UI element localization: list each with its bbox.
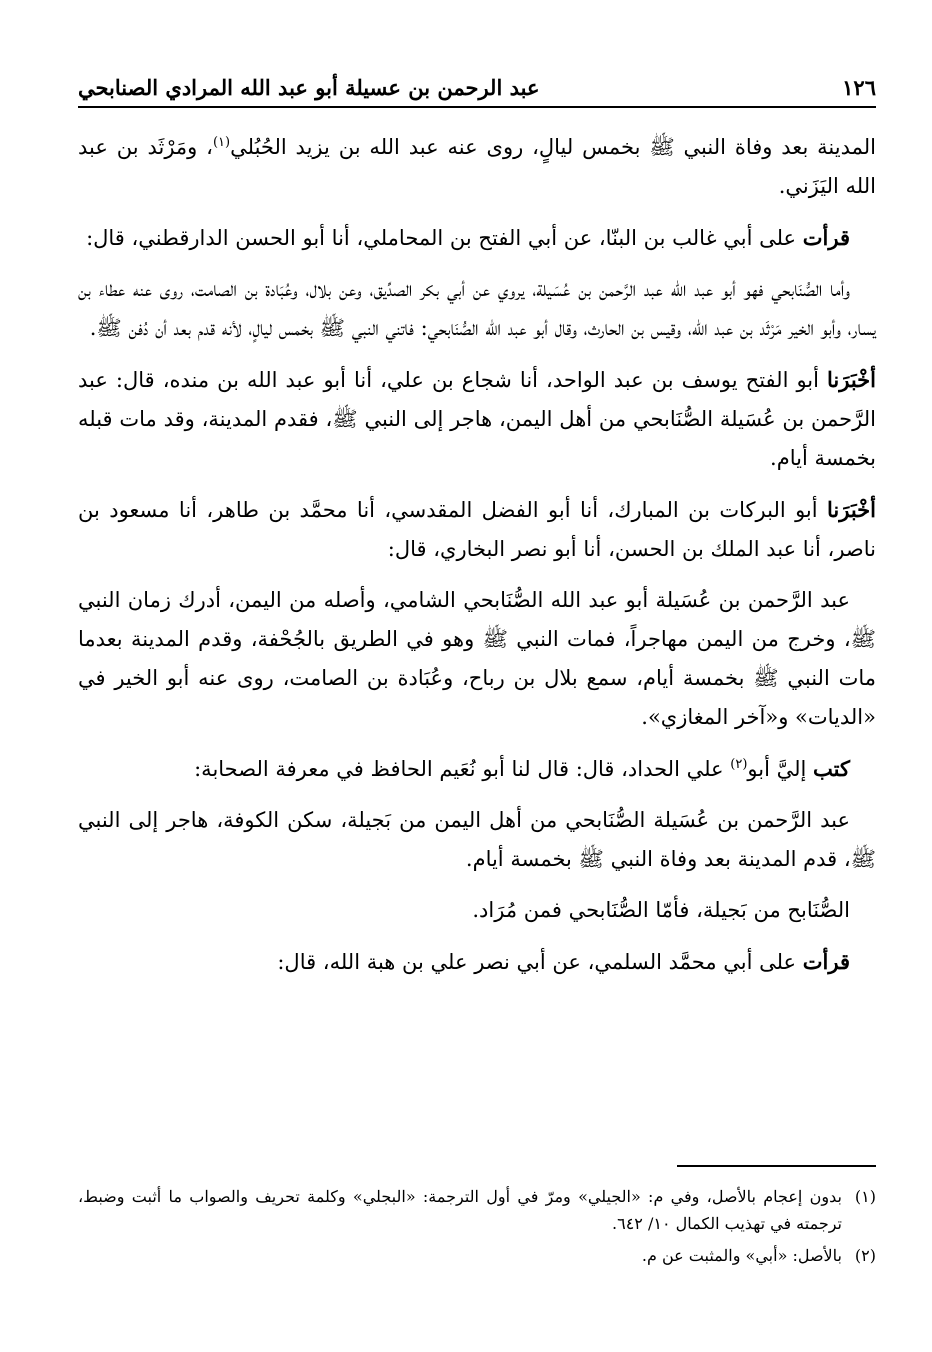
paragraph-text: على أبي غالب بن البنّا، عن أبي الفتح بن المحاملي، أنا أبو الحسن الدارقطني، قال: [86,226,803,250]
footnote-number: (١) [854,1187,876,1206]
paragraph-lead: قرأت [802,225,850,250]
footnote [78,1183,876,1237]
paragraph [78,360,876,478]
paragraph-text: المدينة بعد وفاة النبي ﷺ بخمس ليالٍ، روى عنه عبد الله بن يزيد الحُبُلي [230,135,876,159]
footnote-number: (٢) [854,1246,876,1265]
paragraph-text: عبد الرَّحمن بن عُسَيلة أبو عبد الله الصُّنَابحي الشامي، وأصله من اليمن، أدرك زمان النبي ﷺ، وخرج من اليمن مهاجراً، فمات النبي ﷺ وهو في الطريق بالجُحْفة، وقدم المدينة بعدما مات النبي ﷺ بخمسة أيام، سمع بلال بن رباح، وعُبَادة بن الصامت، روى عنه أبو الخير في «الديات» و«آخر المغازي». [78,588,876,729]
footnote-ref[interactable]: (١) [212,135,231,150]
footnote [78,1242,876,1269]
paragraph-lead: قرأت [802,949,850,974]
paragraph-tail: ، ومَرْثَد بن عبد الله اليَزَني. [78,135,876,198]
paragraph [78,891,876,930]
paragraph-text: إليَّ أبو [747,757,814,781]
paragraph-lead: أخْبَرَنا [827,497,876,522]
paragraph [78,490,876,569]
paragraph-tail: علي الحداد، قال: قال لنا أبو نُعَيم الحافظ في معرفة الصحابة: [194,757,731,781]
footnote-text: بدون إعجام بالأصل، وفي م: «الجيلي» ومرّ في أول الترجمة: «البجلي» وكلمة تحريف والصواب ما أثبت وضبط، ترجمته في تهذيب الكمال ١٠/ ٦٤٢. [78,1187,842,1233]
running-title: عبد الرحمن بن عسيلة أبو عبد الله المرادي الصنابحي [78,75,540,100]
paragraph-lead: كتب [813,756,850,781]
page-number: ١٢٦ [842,75,876,100]
page-header [78,62,876,108]
paragraph-text: على أبي محمَّد السلمي، عن أبي نصر علي بن هبة الله، قال: [277,950,803,974]
footnote-separator [677,1165,876,1167]
paragraph [78,801,876,879]
footnotes [78,1183,876,1274]
paragraph [78,749,876,789]
paragraph-text: عبد الرَّحمن بن عُسَيلة الصُّنَابحي من أهل اليمن من بَجيلة، سكن الكوفة، هاجر إلى النبي ﷺ، قدم المدينة بعد وفاة النبي ﷺ بخمسة أيام. [78,808,876,871]
paragraph-text: أبو البركات بن المبارك، أنا أبو الفضل المقدسي، أنا محمَّد بن طاهر، أنا مسعود بن ناصر، أنا عبد الملك بن الحسن، أنا أبو نصر البخاري، قال: [78,498,876,561]
page-body [78,128,876,994]
footnote-text: بالأصل: «أبي» والمثبت عن م. [641,1246,842,1265]
paragraph-text: وأما الصُّنَابحي فهو أبو عبد الله عبد الرَّحمن بن عُسَيلة، يروي عن أبي بكر الصدِّيق، وعن بلال، وعُبَادة بن الصامت، روى عنه عطاء بن يسار، وأبو الخير مَرْثَد بن عبد الله، وقيس بن الحارث، وقال أبو عبد الله الصُّنَابحي: فاتني النبي ﷺ بخمس ليالٍ، لأنه قدم بعد أن دُفن ﷺ. [78,277,876,340]
paragraph-lead: أخْبَرَنا [827,367,876,392]
paragraph [78,218,876,258]
paragraph [78,270,876,348]
paragraph [78,942,876,982]
footnote-ref[interactable]: (٢) [730,757,748,772]
paragraph [78,128,876,206]
paragraph-text: الصُّنَابح من بَجيلة، فأمّا الصُّنَابحي فمن مُرَاد. [472,898,850,922]
paragraph-text: أبو الفتح يوسف بن عبد الواحد، أنا شجاع بن علي، أنا أبو عبد الله بن منده، قال: عبد الرَّحمن بن عُسَيلة الصُّنَابحي من أهل اليمن، هاجر إلى النبي ﷺ، فقدم المدينة، وقد مات قبله بخمسة أيام. [78,368,876,470]
paragraph [78,581,876,737]
